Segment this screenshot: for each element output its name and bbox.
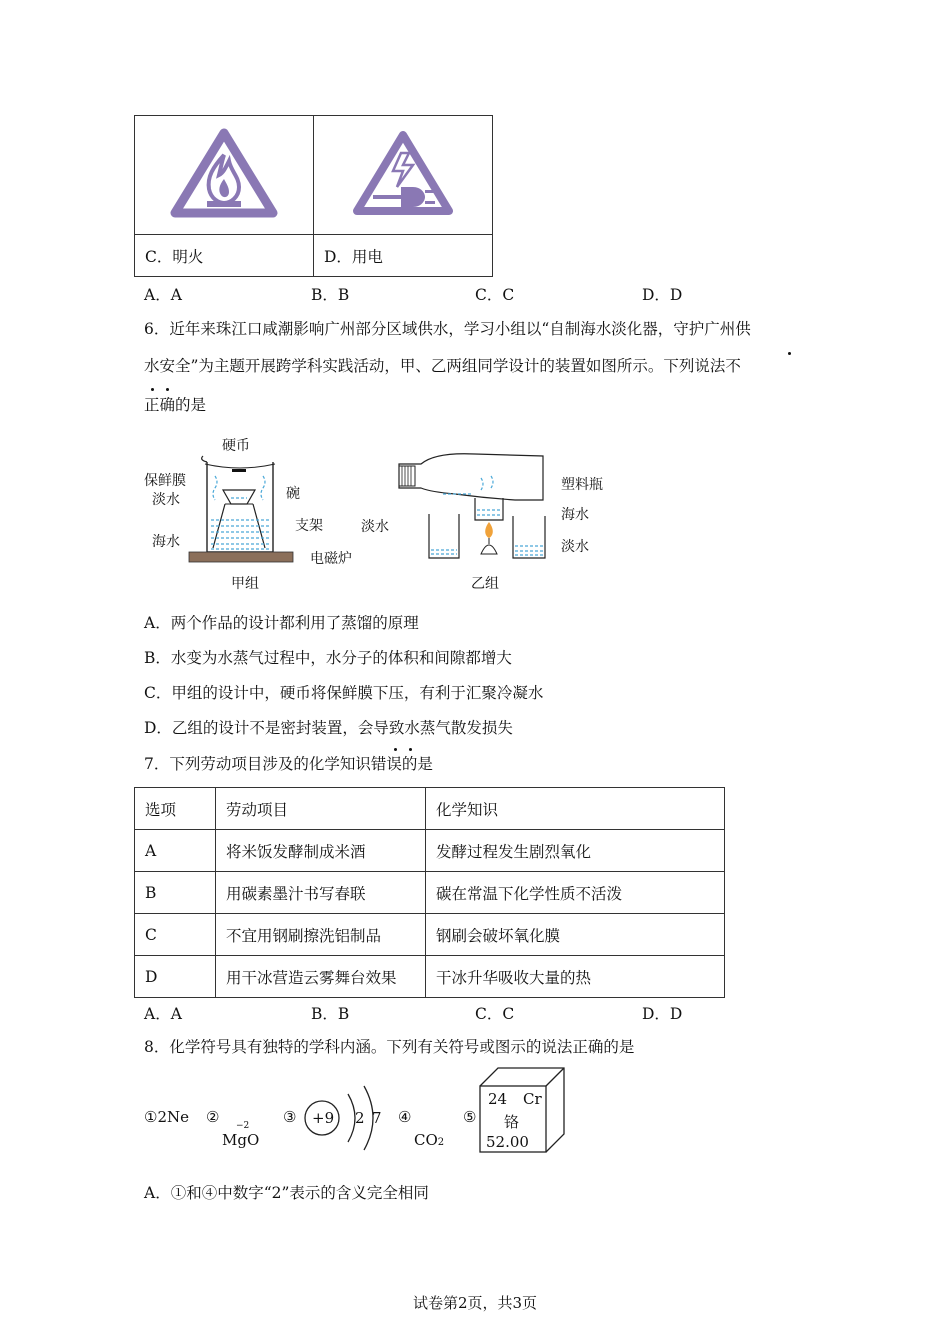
atom-shell1-count: 2 [355, 1109, 365, 1127]
q6-stem-line1: 6．近年来珠江口咸潮影响广州部分区域供水，学习小组以“自制海水淡化器，守护广州供 [144, 320, 751, 338]
atom-nucleus-charge: +9 [312, 1109, 335, 1127]
q8-item1: ①2Ne [144, 1108, 189, 1126]
q5-sign-table [134, 115, 493, 277]
q5-option-a[interactable]: A．A [144, 286, 182, 304]
emphasis-dot [788, 352, 791, 355]
q6-stem-line3: 正确的是 [144, 396, 207, 414]
q6-option-d[interactable]: D．乙组的设计不是密封装置，会导致水蒸气散发损失 [144, 719, 513, 737]
table-header-cell: 选项 [135, 788, 216, 830]
q7-option-a[interactable]: A．A [144, 1005, 182, 1023]
table-cell: B [135, 872, 216, 914]
open-flame-warning-icon [169, 127, 279, 219]
q5-option-d[interactable]: D．D [642, 286, 683, 304]
q5-option-c[interactable]: C．C [475, 286, 515, 304]
flame-sign-label: C．明火 [135, 235, 314, 277]
label-fresh-a: 淡水 [152, 492, 180, 508]
table-cell: 干冰升华吸收大量的热 [426, 956, 725, 998]
q6-option-c[interactable]: C．甲组的设计中，硬币将保鲜膜下压，有利于汇聚冷凝水 [144, 684, 544, 702]
label-fresh-b-left: 淡水 [361, 519, 389, 535]
emphasis-dot [151, 388, 154, 391]
table-cell: 碳在常温下化学性质不活泼 [426, 872, 725, 914]
label-sea-b: 海水 [561, 507, 589, 523]
label-stand: 支架 [295, 518, 323, 534]
table-row [135, 830, 725, 872]
caption-group-b: 乙组 [471, 576, 499, 592]
table-row [135, 914, 725, 956]
table-cell: 发酵过程发生剧烈氧化 [426, 830, 725, 872]
q8-item4-formula [414, 1131, 444, 1149]
label-bowl: 碗 [286, 486, 300, 502]
q7-stem: 7．下列劳动项目涉及的化学知识错误的是 [144, 755, 433, 773]
q6-stem-line2: 水安全”为主题开展跨学科实践活动，甲、乙两组同学设计的装置如图所示。下列说法不 [144, 357, 741, 375]
q8-item2-sup: −2 [236, 1121, 250, 1131]
table-row [135, 956, 725, 998]
table-row [135, 872, 725, 914]
electric-sign-cell [314, 116, 493, 235]
q6-option-a[interactable]: A．两个作品的设计都利用了蒸馏的原理 [144, 614, 419, 632]
coin-shape [232, 469, 246, 472]
q8-item4-mark: ④ [398, 1108, 412, 1126]
emphasis-dot [394, 748, 397, 751]
emphasis-dot [409, 748, 412, 751]
table-cell: C [135, 914, 216, 956]
q7-option-c[interactable]: C．C [475, 1005, 515, 1023]
q8-item3-mark: ③ [283, 1108, 297, 1126]
q7-table [134, 787, 725, 998]
label-film: 保鲜膜 [144, 473, 186, 489]
q7-option-b[interactable]: B．B [311, 1005, 350, 1023]
diagram-group-b [395, 450, 555, 570]
table-cell: D [135, 956, 216, 998]
co2-formula-text: CO [414, 1131, 438, 1149]
table-cell: 用碳素墨汁书写春联 [216, 872, 426, 914]
electron-shell-1 [348, 1094, 355, 1142]
emphasis-dot [166, 388, 169, 391]
q8-stem: 8．化学符号具有独特的学科内涵。下列有关符号或图示的说法正确的是 [144, 1038, 635, 1056]
q8-item2-mark: ② [206, 1108, 220, 1126]
electricity-warning-icon [351, 129, 455, 217]
q5-option-b[interactable]: B．B [311, 286, 350, 304]
table-header-cell: 化学知识 [426, 788, 725, 830]
table-cell: 用干冰营造云雾舞台效果 [216, 956, 426, 998]
co2-subscript: 2 [437, 1137, 445, 1148]
q7-option-d[interactable]: D．D [642, 1005, 683, 1023]
electric-sign-label: D．用电 [314, 235, 493, 277]
table-header-cell: 劳动项目 [216, 788, 426, 830]
q6-option-b[interactable]: B．水变为水蒸气过程中，水分子的体积和间隙都增大 [144, 649, 512, 667]
caption-group-a: 甲组 [231, 576, 259, 592]
q8-option-a[interactable]: A．①和④中数字“2”表示的含义完全相同 [144, 1184, 429, 1202]
atom-shell2-count: 7 [372, 1109, 382, 1127]
q8-item5-mark: ⑤ [463, 1108, 477, 1126]
label-sea-a: 海水 [152, 534, 180, 550]
table-cell: A [135, 830, 216, 872]
element-name: 铬 [504, 1113, 520, 1131]
label-fresh-b-right: 淡水 [561, 539, 589, 555]
table-header-row [135, 788, 725, 830]
flame-sign-cell [135, 116, 314, 235]
element-atomic-mass: 52.00 [486, 1133, 529, 1151]
element-atomic-number: 24 [488, 1090, 508, 1108]
label-coin: 硬币 [222, 438, 250, 454]
label-stove: 电磁炉 [310, 551, 352, 567]
table-cell: 不宜用钢刷擦洗铝制品 [216, 914, 426, 956]
element-symbol: Cr [523, 1090, 542, 1108]
page-footer: 试卷第2页，共3页 [412, 1294, 538, 1312]
q8-item2-formula: MgO [222, 1131, 260, 1149]
label-bottle: 塑料瓶 [561, 477, 603, 493]
table-cell: 将米饭发酵制成米酒 [216, 830, 426, 872]
table-cell: 钢刷会破坏氧化膜 [426, 914, 725, 956]
